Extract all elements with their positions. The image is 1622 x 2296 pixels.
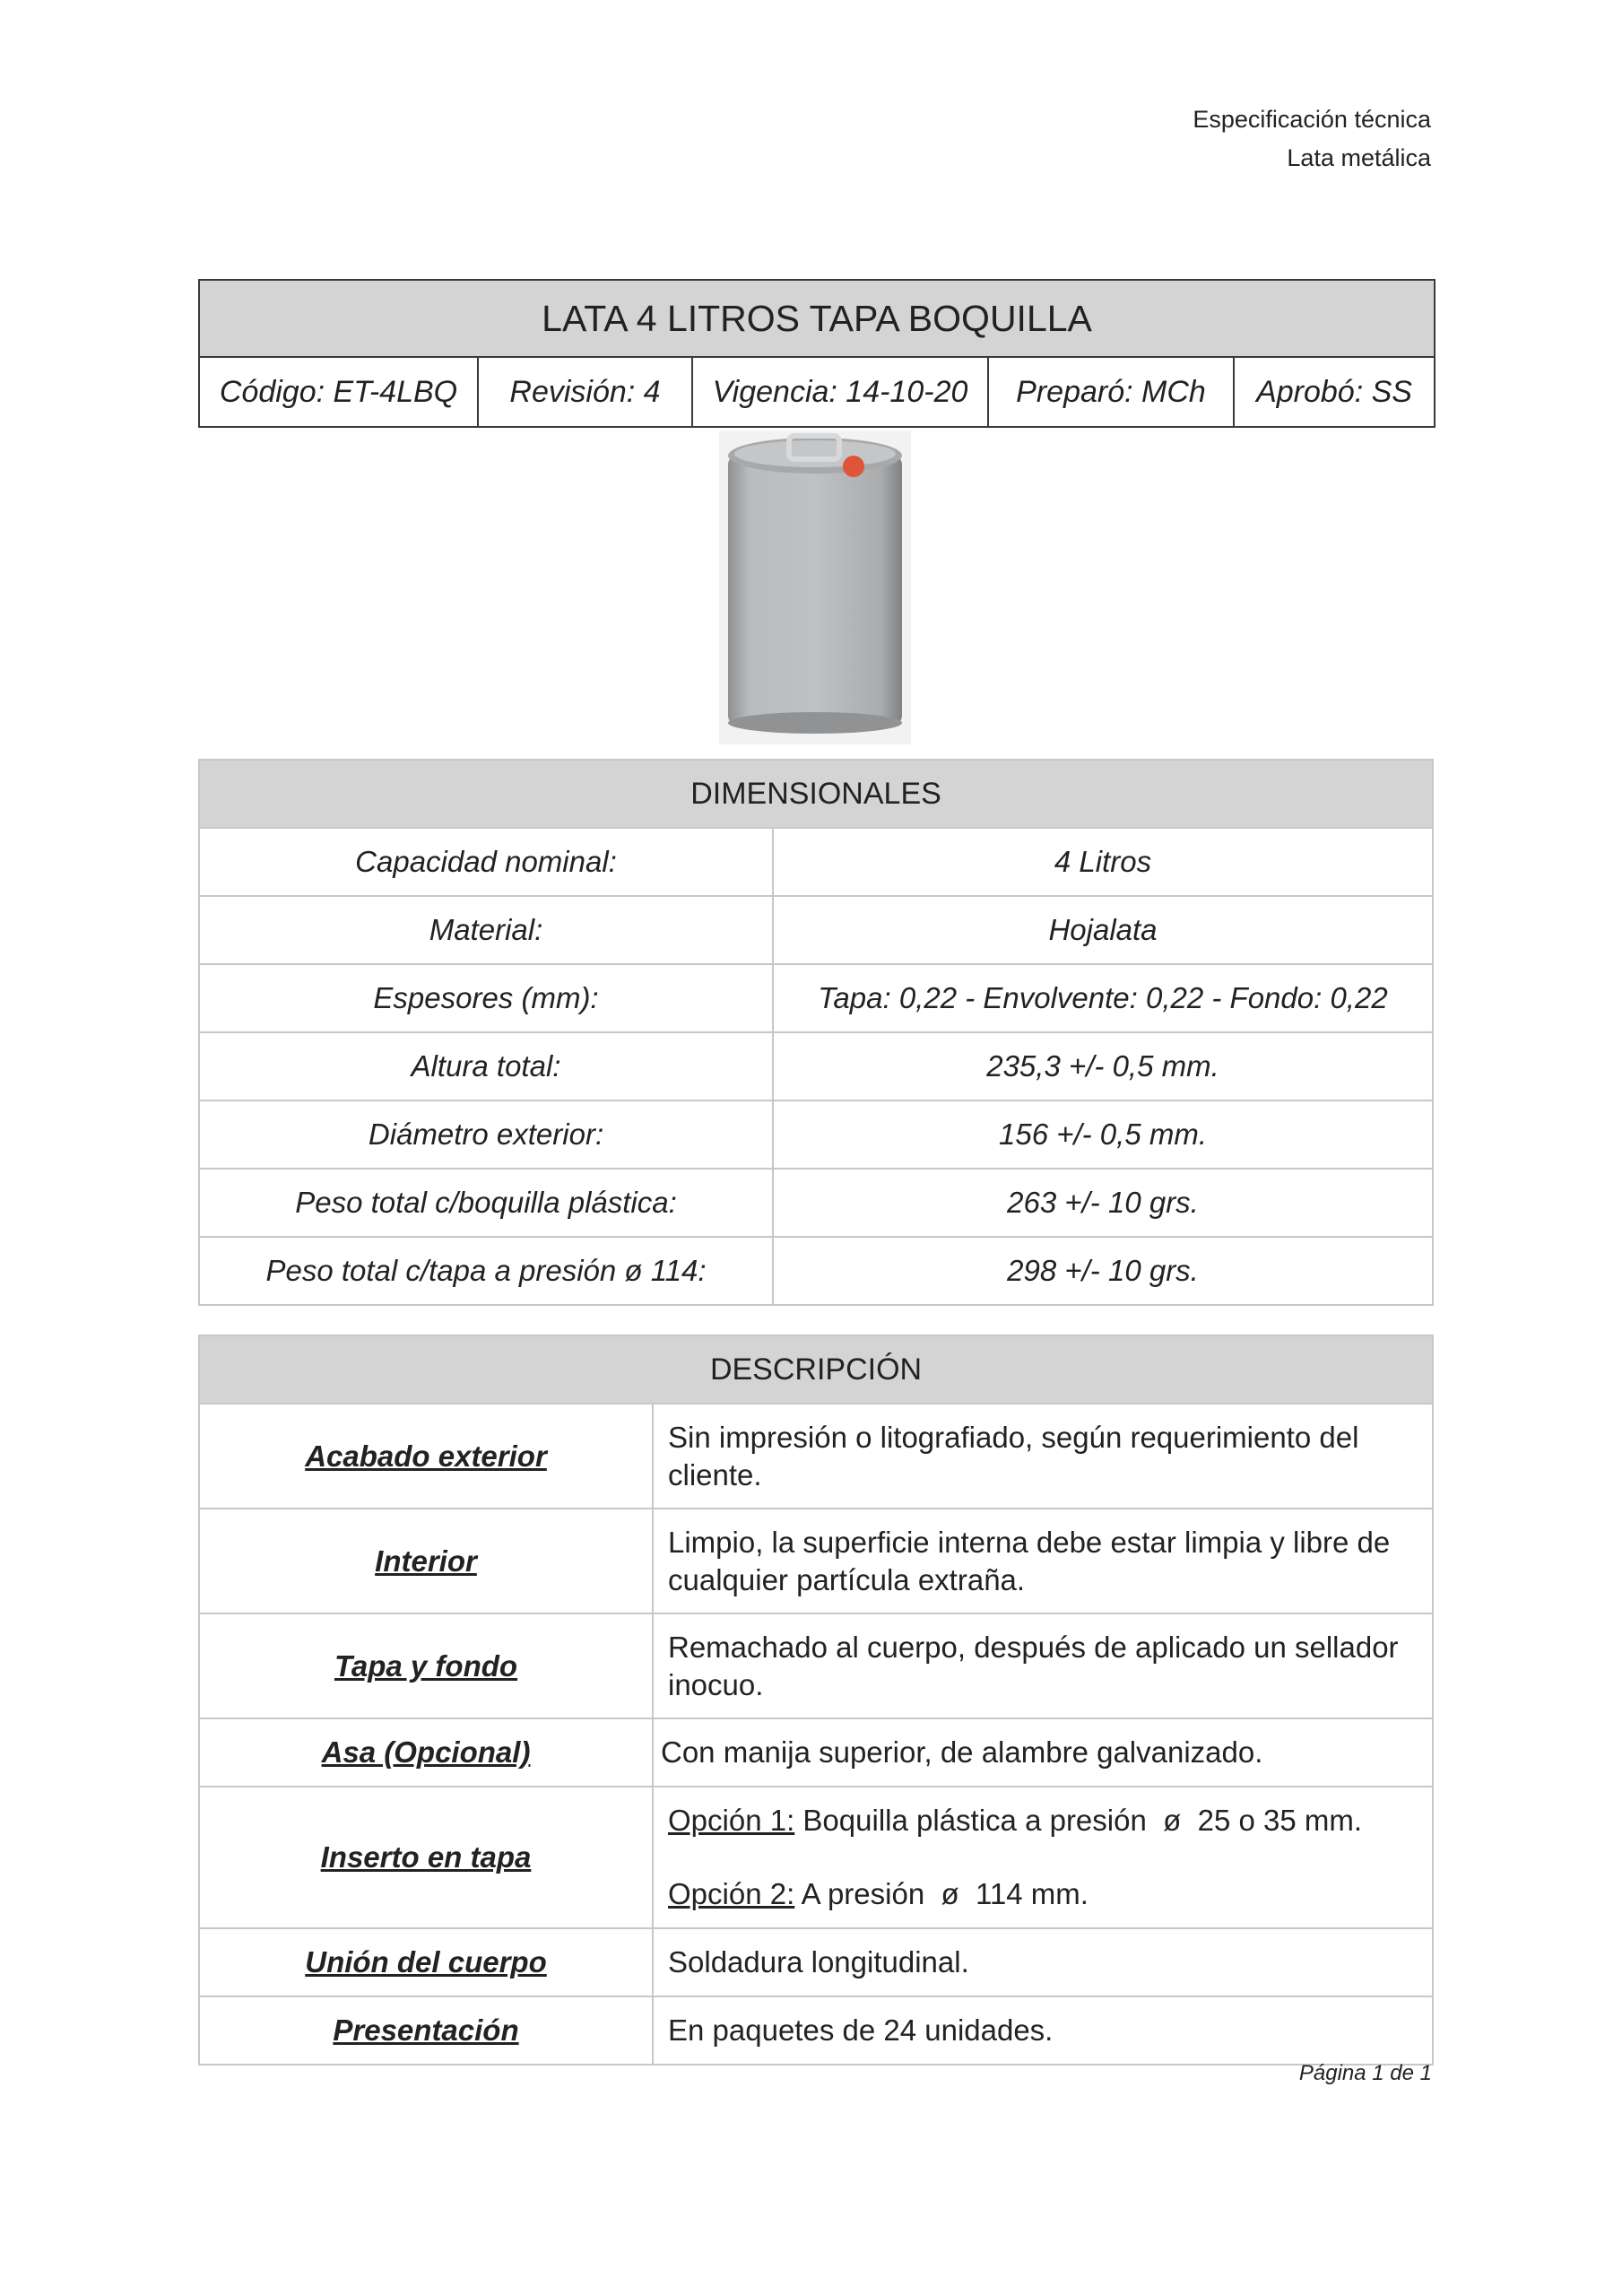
revision-cell: Revisión: 4 [478, 357, 692, 427]
option-1-text: Boquilla plástica a presión ø 25 o 35 mm. [794, 1804, 1363, 1837]
dimensionales-heading: DIMENSIONALES [199, 760, 1433, 828]
table-row [199, 1509, 1433, 1613]
interior-value: Limpio, la superficie interna debe estar limpia y libre de cualquier partícula extraña. [653, 1509, 1433, 1613]
asa-value: Con manija superior, de alambre galvanizado. [653, 1718, 1433, 1787]
header-line-2: Lata metálica [1287, 144, 1431, 171]
dim-label: Peso total c/boquilla plástica: [199, 1169, 773, 1237]
dim-value: 235,3 +/- 0,5 mm. [773, 1032, 1433, 1100]
presentacion-value: En paquetes de 24 unidades. [653, 1996, 1433, 2065]
header-line-1: Especificación técnica [1193, 106, 1431, 133]
aprobo-cell: Aprobó: SS [1234, 357, 1435, 427]
vigencia-cell: Vigencia: 14-10-20 [692, 357, 988, 427]
table-row [199, 1996, 1433, 2065]
inserto-option-2 [668, 1875, 1418, 1913]
dim-label: Material: [199, 896, 773, 964]
interior-label: Interior [199, 1509, 653, 1613]
union-label: Unión del cuerpo [199, 1928, 653, 1996]
table-row [199, 896, 1433, 964]
table-row [199, 1718, 1433, 1787]
table-row [199, 1613, 1433, 1718]
dim-label: Peso total c/tapa a presión ø 114: [199, 1237, 773, 1305]
table-row [199, 1237, 1433, 1305]
dim-value: Hojalata [773, 896, 1433, 964]
table-row [199, 964, 1433, 1032]
document-title: LATA 4 LITROS TAPA BOQUILLA [199, 280, 1435, 357]
dim-label: Diámetro exterior: [199, 1100, 773, 1169]
dim-value: Tapa: 0,22 - Envolvente: 0,22 - Fondo: 0,22 [773, 964, 1433, 1032]
asa-label: Asa (Opcional) [199, 1718, 653, 1787]
option-1-label: Opción 1: [668, 1804, 795, 1837]
dim-label: Espesores (mm): [199, 964, 773, 1032]
option-2-text: A presión ø 114 mm. [794, 1877, 1089, 1910]
union-value: Soldadura longitudinal. [653, 1928, 1433, 1996]
document-header [1193, 100, 1431, 178]
descripcion-table [198, 1335, 1434, 2066]
dim-label: Capacidad nominal: [199, 828, 773, 896]
table-row [199, 1100, 1433, 1169]
tapa-value: Remachado al cuerpo, después de aplicado un sellador inocuo. [653, 1613, 1433, 1718]
inserto-option-1 [668, 1802, 1418, 1839]
page-number: Página 1 de 1 [1298, 2061, 1432, 2085]
inserto-value [653, 1787, 1433, 1928]
table-row [199, 1787, 1433, 1928]
table-row [199, 1032, 1433, 1100]
can-image [719, 430, 911, 744]
inserto-label: Inserto en tapa [199, 1787, 653, 1928]
title-table [198, 279, 1436, 428]
table-row [199, 1169, 1433, 1237]
acabado-value: Sin impresión o litografiado, según requerimiento del cliente. [653, 1404, 1433, 1509]
dim-label: Altura total: [199, 1032, 773, 1100]
dimensionales-table [198, 759, 1434, 1306]
acabado-label: Acabado exterior [199, 1404, 653, 1509]
presentacion-label: Presentación [199, 1996, 653, 2065]
table-row [199, 1928, 1433, 1996]
codigo-cell: Código: ET-4LBQ [199, 357, 478, 427]
dim-value: 156 +/- 0,5 mm. [773, 1100, 1433, 1169]
table-row [199, 1404, 1433, 1509]
dim-value: 298 +/- 10 grs. [773, 1237, 1433, 1305]
descripcion-heading: DESCRIPCIÓN [199, 1335, 1433, 1404]
tapa-label: Tapa y fondo [199, 1613, 653, 1718]
table-row [199, 828, 1433, 896]
preparo-cell: Preparó: MCh [988, 357, 1234, 427]
dim-value: 263 +/- 10 grs. [773, 1169, 1433, 1237]
dim-value: 4 Litros [773, 828, 1433, 896]
option-2-label: Opción 2: [668, 1877, 795, 1910]
